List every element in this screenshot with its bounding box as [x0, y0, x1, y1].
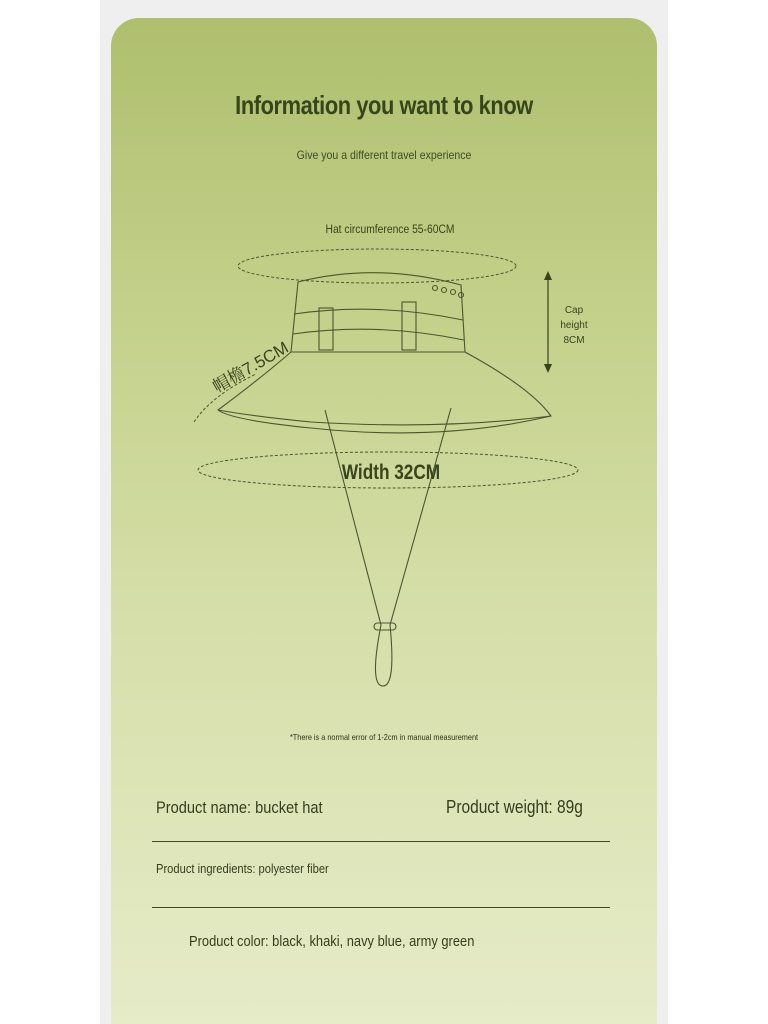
divider: [152, 907, 610, 908]
hat-strap-loop-left: [319, 308, 333, 350]
cord-stopper: [374, 623, 396, 630]
product-info-card: [111, 18, 657, 1024]
measurement-note: *There is a normal error of 1-2cm in manual measurement: [289, 732, 479, 742]
chin-cord-loop: [375, 625, 391, 686]
cap-height-line-3: 8CM: [563, 335, 585, 346]
width-label: Width 32CM: [341, 461, 441, 485]
vent-hole-2: [442, 288, 447, 293]
product-ingredients: Product ingredients: polyester fiber: [156, 861, 329, 876]
hat-crown: [291, 273, 465, 352]
product-colors: Product color: black, khaki, navy blue, army green: [189, 933, 475, 950]
page-subtitle: Give you a different travel experience: [296, 148, 472, 162]
product-name: Product name: bucket hat: [156, 798, 323, 817]
hat-size-diagram: [111, 18, 657, 718]
circumference-dashed-ellipse: [238, 249, 516, 283]
cap-height-arrow: [544, 271, 552, 373]
cap-height-line-2: height: [560, 320, 588, 331]
chin-cord-right: [390, 408, 451, 625]
hat-strap-loop-right: [402, 302, 416, 350]
product-weight: Product weight: 89g: [446, 797, 583, 817]
arrow-up-icon: [544, 271, 552, 280]
chin-cord-left: [325, 410, 381, 625]
cap-height-line-1: Cap: [564, 305, 584, 316]
circumference-label: Hat circumference 55-60CM: [325, 223, 455, 237]
brim-width-label: 帽檐7.5CM: [209, 337, 292, 397]
vent-hole-3: [451, 290, 456, 295]
page-title: Information you want to know: [235, 90, 533, 120]
divider: [152, 841, 610, 842]
arrow-down-icon: [544, 364, 552, 373]
vent-hole-1: [433, 286, 438, 291]
